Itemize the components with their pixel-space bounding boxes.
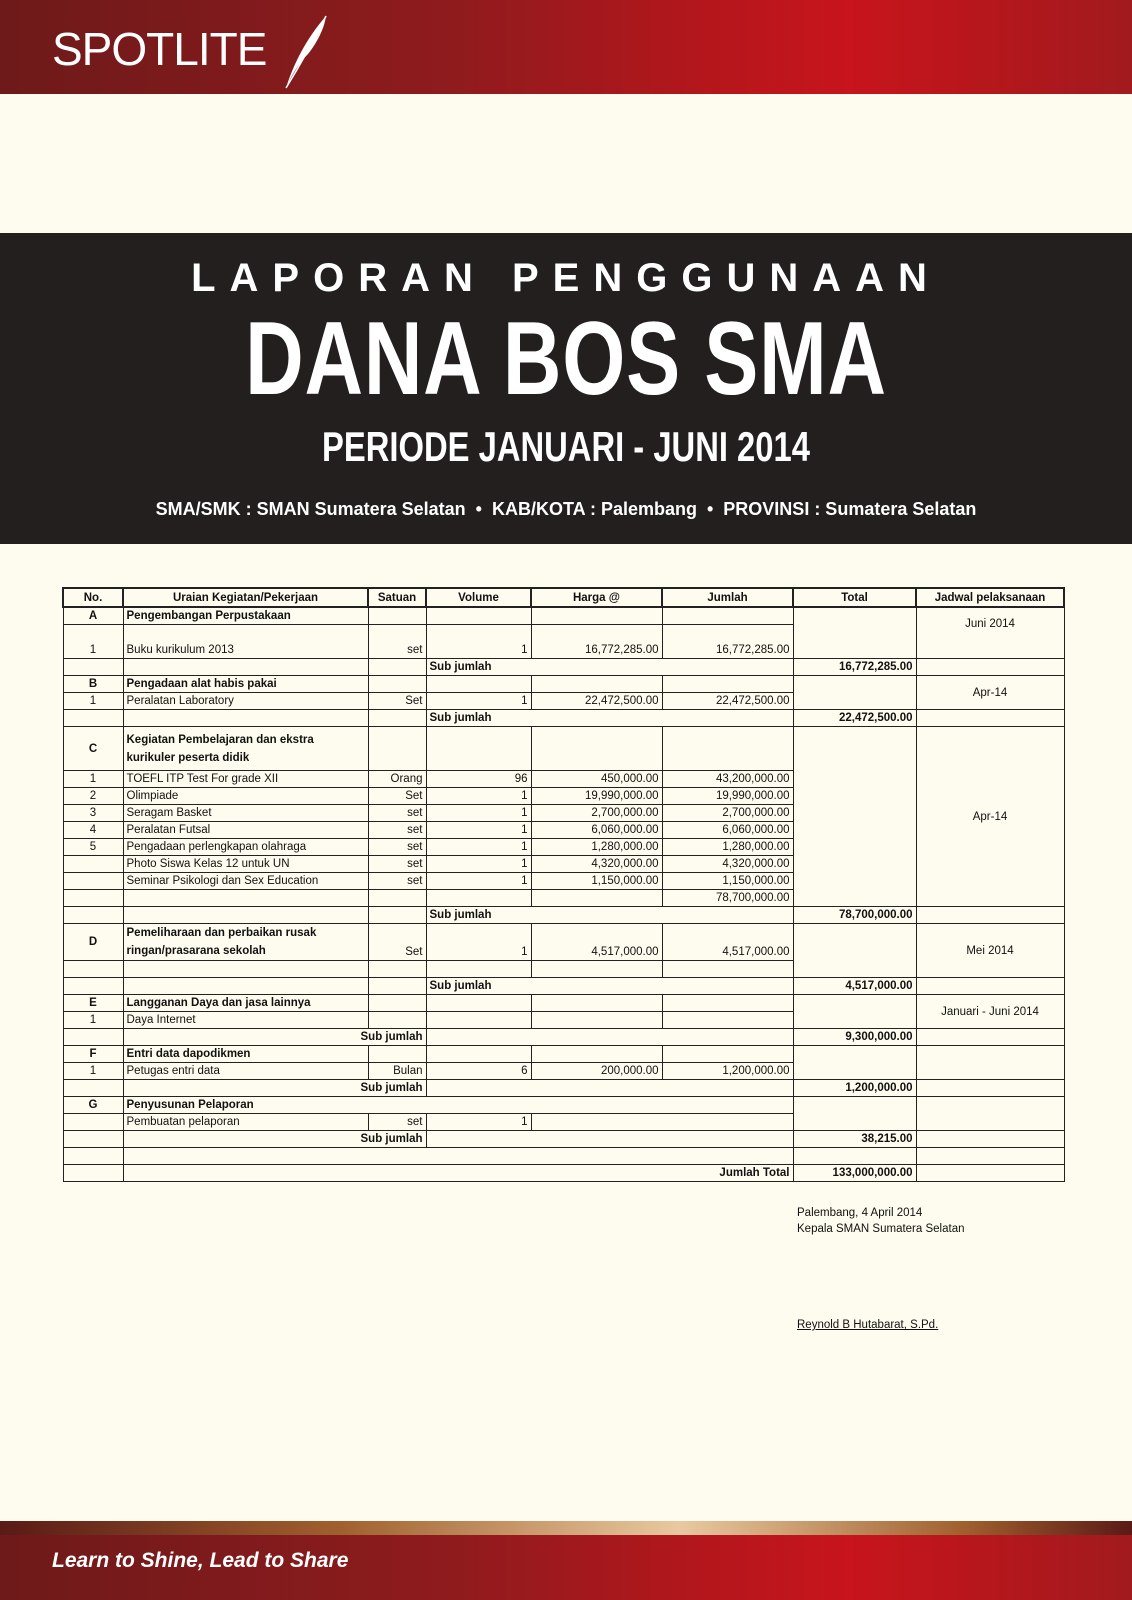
grand-total-row [63,1165,1064,1182]
row-vol: 1 [426,788,531,805]
row-no: 2 [63,788,123,805]
row-amount: 43,200,000.00 [662,771,793,788]
row-price: 1,150,000.00 [531,873,662,890]
subtotal-label: Sub jumlah [123,1029,426,1046]
row-desc: Petugas entri data [123,1063,368,1080]
row-price: 16,772,285.00 [531,625,662,659]
row-vol: 1 [426,822,531,839]
section-title: Langganan Daya dan jasa lainnya [123,995,368,1012]
row-no: 1 [63,1012,123,1029]
row-price: 4,320,000.00 [531,856,662,873]
section-code: F [63,1046,123,1063]
row-price: 450,000.00 [531,771,662,788]
row-unit: set [368,822,426,839]
row-unit: set [368,805,426,822]
row-unit: Orang [368,771,426,788]
row-amount: 1,280,000.00 [662,839,793,856]
schedule-cell: Mei 2014 [916,924,1064,978]
col-header: Jadwal pelaksanaan [916,588,1064,607]
col-header: Satuan [368,588,426,607]
report-table [62,587,1065,1182]
school-label: SMA/SMK : SMAN Sumatera Selatan [155,499,466,519]
subtotal-value: 9,300,000.00 [793,1029,916,1046]
row-vol: 6 [426,1063,531,1080]
table-header-row [63,588,1064,607]
signature-place-date: Palembang, 4 April 2014 [797,1207,923,1219]
section-code: C [63,727,123,771]
section-code: E [63,995,123,1012]
row-no: 3 [63,805,123,822]
subtotal-row [63,1080,1064,1097]
section-title: Pemeliharaan dan perbaikan rusak ringan/prasarana sekolah [123,924,368,961]
row-amount: 1,200,000.00 [662,1063,793,1080]
row-unit: set [368,873,426,890]
row-vol: 1 [426,805,531,822]
col-header: Harga @ [531,588,662,607]
title-main: DANA BOS SMA [245,301,887,417]
row-no [63,856,123,873]
row-unit: Set [368,924,426,961]
row-desc: Seragam Basket [123,805,368,822]
section-row [63,676,1064,693]
row-no [63,873,123,890]
subtotal-row [63,907,1064,924]
row-desc: Buku kurikulum 2013 [123,625,368,659]
grand-total-value: 133,000,000.00 [793,1165,916,1182]
row-desc: Peralatan Futsal [123,822,368,839]
col-header: Total [793,588,916,607]
row-unit: Bulan [368,1063,426,1080]
col-header: No. [63,588,123,607]
title-meta [0,499,1132,520]
schedule-cell: Apr-14 [916,676,1064,710]
section-title: Pengembangan Perpustakaan [123,607,368,625]
row-desc: Daya Internet [123,1012,368,1029]
section-title: Entri data dapodikmen [123,1046,368,1063]
row-desc: Olimpiade [123,788,368,805]
row-amount: 4,320,000.00 [662,856,793,873]
grand-total-label: Jumlah Total [123,1165,793,1182]
subtotal-label: Sub jumlah [123,1131,426,1148]
row-price: 2,700,000.00 [531,805,662,822]
row-unit: set [368,839,426,856]
section-code: B [63,676,123,693]
row-no: 1 [63,693,123,710]
subtotal-label: Sub jumlah [123,1080,426,1097]
table-row [63,1148,1064,1165]
section-sum: 78,700,000.00 [662,890,793,907]
row-vol: 1 [426,693,531,710]
section-row [63,727,1064,771]
section-row [63,1097,1064,1114]
subtotal-label: Sub jumlah [426,659,793,676]
schedule-cell: Januari - Juni 2014 [916,995,1064,1029]
subtotal-value: 4,517,000.00 [793,978,916,995]
section-title: Kegiatan Pembelajaran dan ekstra kurikuler peserta didik [123,727,368,771]
footer-stripe [0,1521,1132,1535]
row-desc: TOEFL ITP Test For grade XII [123,771,368,788]
subtotal-row [63,659,1064,676]
section-row [63,924,1064,961]
quill-icon [282,14,332,92]
subtotal-value: 22,472,500.00 [793,710,916,727]
section-code: D [63,924,123,961]
schedule-cell: Apr-14 [916,727,1064,907]
row-desc: Pengadaan perlengkapan olahraga [123,839,368,856]
row-price: 1,280,000.00 [531,839,662,856]
row-vol: 1 [426,1114,531,1131]
row-price: 19,990,000.00 [531,788,662,805]
row-unit: Set [368,693,426,710]
footer-tagline: Learn to Shine, Lead to Share [52,1549,349,1572]
row-vol: 1 [426,625,531,659]
row-amount: 22,472,500.00 [662,693,793,710]
row-no: 5 [63,839,123,856]
signature-name: Reynold B Hutabarat, S.Pd. [797,1319,939,1331]
separator: • [475,499,482,519]
row-vol: 1 [426,856,531,873]
city-label: KAB/KOTA : Palembang [491,499,697,519]
row-amount: 2,700,000.00 [662,805,793,822]
row-price: 4,517,000.00 [531,924,662,961]
subtotal-value: 16,772,285.00 [793,659,916,676]
col-header: Volume [426,588,531,607]
subtotal-value: 78,700,000.00 [793,907,916,924]
row-price: 6,060,000.00 [531,822,662,839]
subtotal-value: 1,200,000.00 [793,1080,916,1097]
signature-position: Kepala SMAN Sumatera Selatan [797,1223,965,1235]
row-no: 4 [63,822,123,839]
row-desc: Photo Siswa Kelas 12 untuk UN [123,856,368,873]
row-amount: 1,150,000.00 [662,873,793,890]
title-line-1: LAPORAN PENGGUNAAN [191,256,941,300]
col-header: Jumlah [662,588,793,607]
separator: • [706,499,714,519]
row-amount: 16,772,285.00 [662,625,793,659]
row-unit: Set [368,788,426,805]
subtotal-row [63,978,1064,995]
section-row [63,607,1064,625]
province-label: PROVINSI : Sumatera Selatan [723,499,977,519]
subtotal-label: Sub jumlah [426,710,793,727]
brand-logo: SPOTLITE [52,23,267,75]
row-vol: 96 [426,771,531,788]
subtotal-label: Sub jumlah [426,978,793,995]
row-desc: Pembuatan pelaporan [123,1114,368,1131]
row-vol: 1 [426,924,531,961]
section-row [63,1046,1064,1063]
row-amount: 19,990,000.00 [662,788,793,805]
row-amount: 4,517,000.00 [662,924,793,961]
subtotal-value: 38,215.00 [793,1131,916,1148]
subtotal-row [63,1029,1064,1046]
row-vol: 1 [426,839,531,856]
subtotal-row [63,1131,1064,1148]
row-no: 1 [63,625,123,659]
subtotal-row [63,710,1064,727]
row-amount: 6,060,000.00 [662,822,793,839]
title-period: PERIODE JANUARI - JUNI 2014 [322,423,810,470]
row-desc: Seminar Psikologi dan Sex Education [123,873,368,890]
subtotal-label: Sub jumlah [426,907,793,924]
row-price: 22,472,500.00 [531,693,662,710]
row-desc: Peralatan Laboratory [123,693,368,710]
row-no: 1 [63,771,123,788]
row-unit: set [368,625,426,659]
section-row [63,995,1064,1012]
section-code: G [63,1097,123,1114]
row-no: 1 [63,1063,123,1080]
col-header: Uraian Kegiatan/Pekerjaan [123,588,368,607]
row-price: 200,000.00 [531,1063,662,1080]
section-title: Pengadaan alat habis pakai [123,676,368,693]
schedule-cell: Juni 2014 [916,607,1064,659]
section-title: Penyusunan Pelaporan [123,1097,793,1114]
row-unit: set [368,856,426,873]
section-code: A [63,607,123,625]
row-vol: 1 [426,873,531,890]
row-unit: set [368,1114,426,1131]
